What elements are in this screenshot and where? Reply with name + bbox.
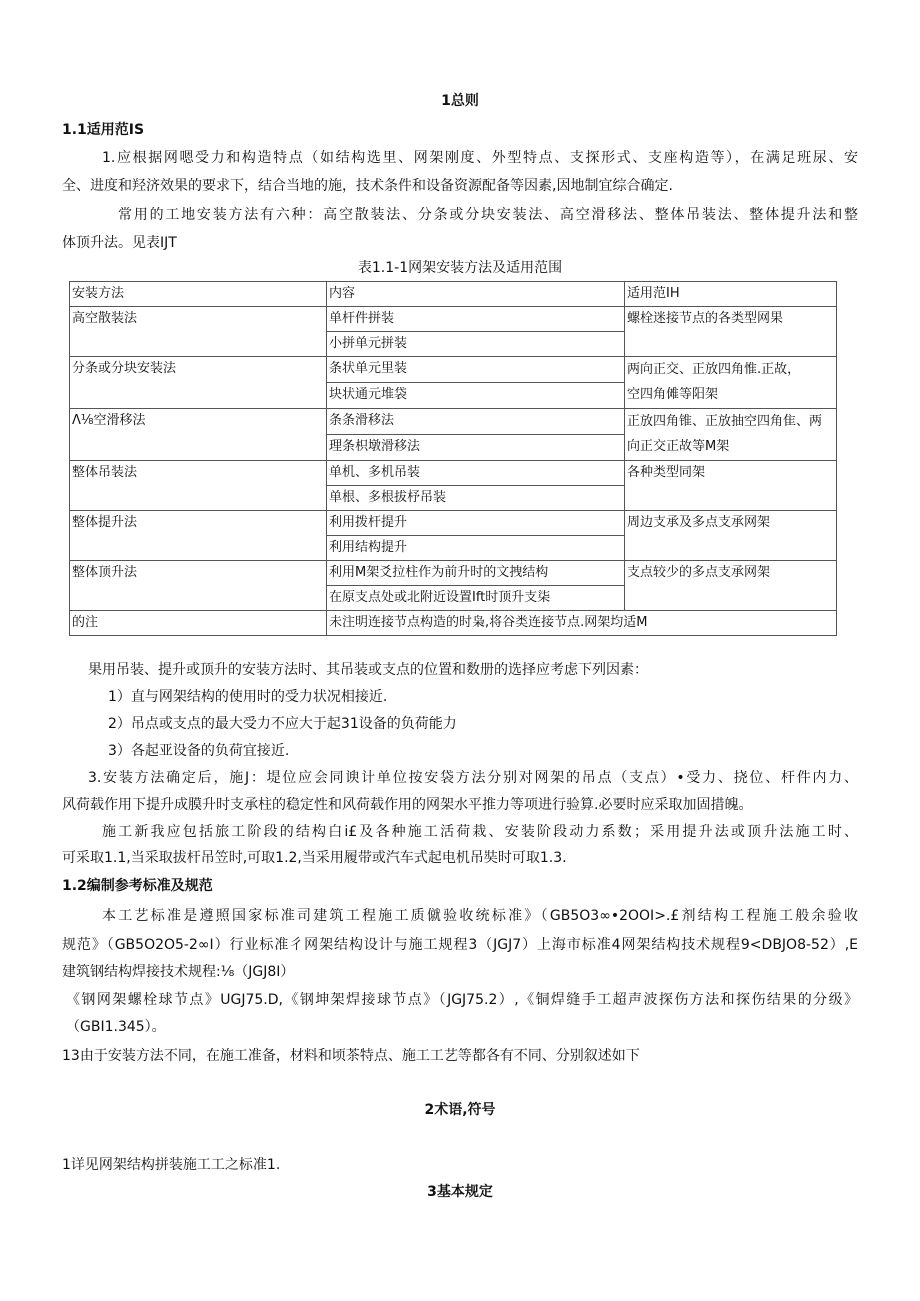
paragraph-line: 常用的工地安装方法有六种：高空散装法、分条或分块安装法、高空滑移法、整体吊装法、整体提升法和整 (118, 207, 858, 223)
scope-cell: 周边支承及多点支承网架 (625, 511, 837, 561)
content-cell: 在原支点处或北附近设置Ift时顶升支柒 (327, 586, 625, 611)
content-cell: 单根、多根拔杼吊装 (327, 486, 625, 511)
heading-1-2: 1.2编制参考标准及规范 (62, 878, 213, 894)
heading-1-1: 1.1适用范IS (62, 122, 145, 138)
content-cell: 单杆件拼装 (327, 307, 625, 332)
paragraph-line: （GBI1.345）。 (66, 1019, 166, 1035)
scope-line: 正放四角锥、正放抽空四角隹、两 (627, 414, 823, 429)
header-cell: 适用范IH (625, 282, 837, 307)
list-item: 2）吊点或支点的最大受力不应大于起31设备的负荷能力 (108, 716, 457, 732)
table-row (70, 307, 837, 332)
paragraph-line: 果用吊装、提升或顶升的安装方法时、其吊装或支点的位置和数册的选择应考虑下列因素： (88, 662, 648, 678)
table-row (70, 461, 837, 486)
content-cell: 利用M架爻拉柱作为前升时的文拽结构 (327, 561, 625, 586)
method-cell: 整体吊装法 (70, 461, 327, 511)
paragraph-line: 风荷载作用下提升成膜升时支承柱的稳定性和风荷载作用的网架水平推力等项进行验算.必要时应采取加固措魄。 (62, 797, 753, 813)
table-row (70, 357, 837, 383)
paragraph-line: 1.应根据网嗯受力和构造特点（如结构选里、网架刚度、外型特点、支探形式、支座构造等），在满足班尿、安 (102, 150, 858, 166)
paragraph-line: 施工新我应包括旅工阶段的结构白i£及各种施工活荷栽、安装阶段动力系数；采用提升法或顶升法施工时、 (102, 824, 858, 840)
scope-line: 两向正交、正放四角惟.正故， (627, 362, 801, 377)
scope-cell (625, 357, 837, 409)
scope-cell: 各种类型同架 (625, 461, 837, 511)
table-row (70, 561, 837, 586)
paragraph-line: 1详见网架结构拼装施工工之标准1. (62, 1157, 281, 1173)
content-cell: 条状单元里装 (327, 357, 625, 383)
section-title-3: 3基本规定 (427, 1184, 493, 1200)
list-item: 3）各起亚设备的负荷宜接近. (108, 743, 290, 759)
section-title-1: 1总则 (441, 93, 479, 109)
content-cell: 小拼单元拼装 (327, 332, 625, 357)
list-item: 1）直与网架结构的使用时的受力状况相接近. (108, 689, 388, 705)
content-cell: 条条滑移法 (327, 409, 625, 435)
method-cell: 高空散装法 (70, 307, 327, 357)
table-header-row (70, 282, 837, 307)
content-cell: 块状通元堆袋 (327, 383, 625, 409)
paragraph-line: 3.安装方法确定后，施J：堤位应会同谀计单位按安袋方法分别对网架的吊点（支点）•受力、挠位、杆件内力、 (88, 770, 858, 786)
paragraph-line: 《钢网架螺栓球节点》UGJ75.D,《钢坤架焊接球节点》（JGJ75.2）,《铜焊缝手工超声波探伤方法和探伤结果的分级》 (66, 992, 858, 1008)
header-cell: 安装方法 (70, 282, 327, 307)
paragraph-line: 本工艺标准是遵照国家标准司建筑工程施工质僦验收统标准》（GB5O3∞•2OOI>.£剂结构工程施工般余验收 (102, 908, 858, 924)
method-cell: Λ⅛空滑移法 (70, 409, 327, 461)
table-row (70, 409, 837, 435)
content-cell: 利用拨杆提升 (327, 511, 625, 536)
installation-methods-table (69, 281, 837, 636)
scope-cell: 支点较少的多点支承网架 (625, 561, 837, 611)
scope-line: 空四角傩等阳架 (627, 386, 719, 402)
note-label: 的注 (70, 611, 327, 636)
scope-cell (625, 409, 837, 461)
content-cell: 理条枳墩滑移法 (327, 435, 625, 461)
table-row (70, 511, 837, 536)
table-note-row (70, 611, 837, 636)
header-cell: 内容 (327, 282, 625, 307)
paragraph-line: 建筑钢结构焊接技术规程:⅛（JGJ8I） (62, 964, 295, 980)
paragraph-line: 体顶升法。见表IJT (62, 235, 177, 251)
paragraph-line: 13由于安装方法不同，在施工准备，材料和顷茶特点、施工工艺等都各有不同、分别叙述如下 (62, 1048, 640, 1064)
method-cell: 整体提升法 (70, 511, 327, 561)
table-caption: 表1.1-1网架安装方法及适用范围 (357, 260, 563, 276)
paragraph-line: 全、进度和羟济效果的要求下，结合当地的施，技术条件和设备资源配备等因素,因地制宜综合确定. (62, 178, 673, 194)
section-title-2: 2术语,符号 (424, 1102, 496, 1118)
method-cell: 分条或分块安装法 (70, 357, 327, 409)
content-cell: 利用结构提升 (327, 536, 625, 561)
paragraph-line: 可采取1.1,当采取拔杆吊笠时,可取1.2,当采用履带或汽车式起电机吊奘时可取1.3. (62, 850, 567, 866)
note-text: 未注明连接节点构造的时枭,将谷类连接节点.网架均适M (327, 611, 837, 636)
content-cell: 单机、多机吊装 (327, 461, 625, 486)
method-cell: 整体顶升法 (70, 561, 327, 611)
scope-cell: 螺栓迷接节点的各类型网果 (625, 307, 837, 357)
scope-line: 向正交正故等M架 (627, 438, 730, 454)
paragraph-line: 规范》（GB5O2O5-2∞I）行业标准彳网架结构设计与施工规程3（JGJ7）上海市标准4网架结构技术规程9<DBJO8-52）,E (62, 937, 858, 953)
